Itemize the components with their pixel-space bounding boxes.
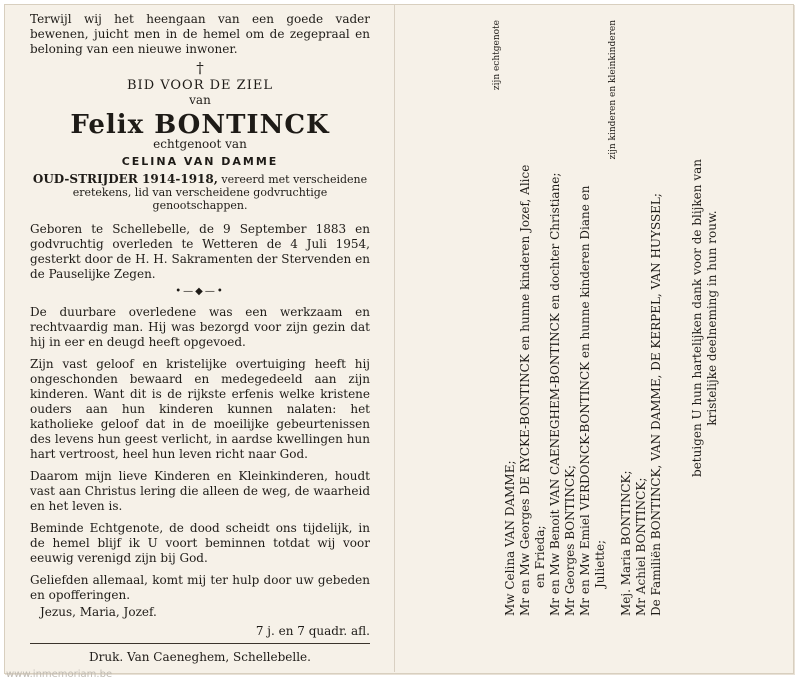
deceased-name: Felix BONTINCK [70, 110, 330, 140]
veteran-text [30, 173, 370, 212]
cross-icon: † [196, 59, 204, 77]
prayer-heading: BID VOOR DE ZIEL [127, 78, 273, 93]
family-line-3: en Frieda; [533, 525, 547, 588]
paragraph-2: Zijn vast geloof en kristelijke overtuiging heeft hij ongeschonden bewaard en medegedeeld aan zijn kinderen. Want dit is de rijkste erfenis welke kristene ouders aan hun kinderen kunnen nalaten: het katholieke geloof dat in de moeilijke gebeurtenissen des levens hun geest verlicht, in aardse kwellingen hun hart vertroost, heel hun leven richt naar God. [30, 357, 370, 461]
van-label: van [189, 93, 211, 107]
paragraph-5: Geliefden allemaal, komt mij ter hulp door uw gebeden en opofferingen. [30, 573, 370, 602]
paragraph-3: Daarom mijn lieve Kinderen en Kleinkinderen, houdt vast aan Christus lering die alleen de weg, de waarheid en het leven is. [30, 469, 370, 513]
rotated-family-list [412, 8, 719, 660]
watermark-text: www.inmemoriam.be [6, 669, 113, 680]
spouse-label: echtgenoot van [153, 137, 247, 151]
veteran-rest: vereerd met verscheidene eretekens, lid van verscheidene godvruchtige genootschappen. [72, 173, 368, 212]
printer-credit: Druk. Van Caeneghem, Schellebelle. [89, 650, 311, 664]
thanks-line-1: betuigen U hun hartelijken dank voor de blijken van [690, 159, 704, 477]
family-line-5: Mr Georges BONTINCK; [563, 464, 577, 616]
family-line-2: Mr en Mw Georges DE RYCKE-BONTINCK en hunne kinderen Jozef, Alice [518, 164, 532, 616]
family-line-4: Mr en Mw Benoit VAN CAENEGHEM-BONTINCK en dochter Christiane; [548, 172, 562, 616]
left-panel [30, 12, 370, 665]
indulgence-text: 7 j. en 7 quadr. afl. [255, 624, 370, 638]
veteran-lead: OUD-STRIJDER 1914-1918, [32, 172, 218, 186]
caption-spouse: zijn echtgenote [492, 20, 502, 91]
thanks-line-2: kristelijke deelneming in hun rouw. [705, 210, 719, 426]
prayer-line: Jezus, Maria, Jozef. [40, 605, 157, 619]
spouse-name: CELINA VAN DAMME [121, 155, 279, 168]
divider-rule [30, 643, 370, 644]
fold-line [394, 4, 395, 672]
family-line-1: Mw Celina VAN DAMME; [503, 460, 517, 616]
caption-children: zijn kinderen en kleinkinderen [608, 20, 618, 160]
family-line-8: Mej. Maria BONTINCK; [619, 470, 633, 616]
family-line-9: Mr Achiel BONTINCK; [634, 477, 648, 616]
ornament-divider: •—◆—• [175, 286, 225, 297]
family-line-10: De Familiën BONTINCK, VAN DAMME, DE KERPEL, VAN HUYSSEL; [649, 193, 663, 616]
intro-text: Terwijl wij het heengaan van een goede vader bewenen, juicht men in de hemel om de zegepraal en beloning van een nieuwe inwoner. [30, 12, 370, 56]
right-panel [412, 8, 719, 660]
paragraph-4: Beminde Echtgenote, de dood scheidt ons tijdelijk, in de hemel blijf ik U voort beminnen totdat wij voor eeuwig verenigd zijn bij God. [30, 521, 370, 565]
family-line-7: Juliette; [593, 539, 607, 588]
family-line-6: Mr en Mw Emiel VERDONCK-BONTINCK en hunne kinderen Diane en [578, 185, 592, 616]
birth-death-text: Geboren te Schellebelle, de 9 September 1883 en godvruchtig overleden te Wetteren de 4 Juli 1954, gesterkt door de H. H. Sakramenten der Stervenden en de Pauselijke Zegen. [30, 222, 370, 281]
paragraph-1: De duurbare overledene was een werkzaam en rechtvaardig man. Hij was bezorgd voor zijn gezin dat hij in eer en deugd heeft opgevoed. [30, 305, 370, 349]
